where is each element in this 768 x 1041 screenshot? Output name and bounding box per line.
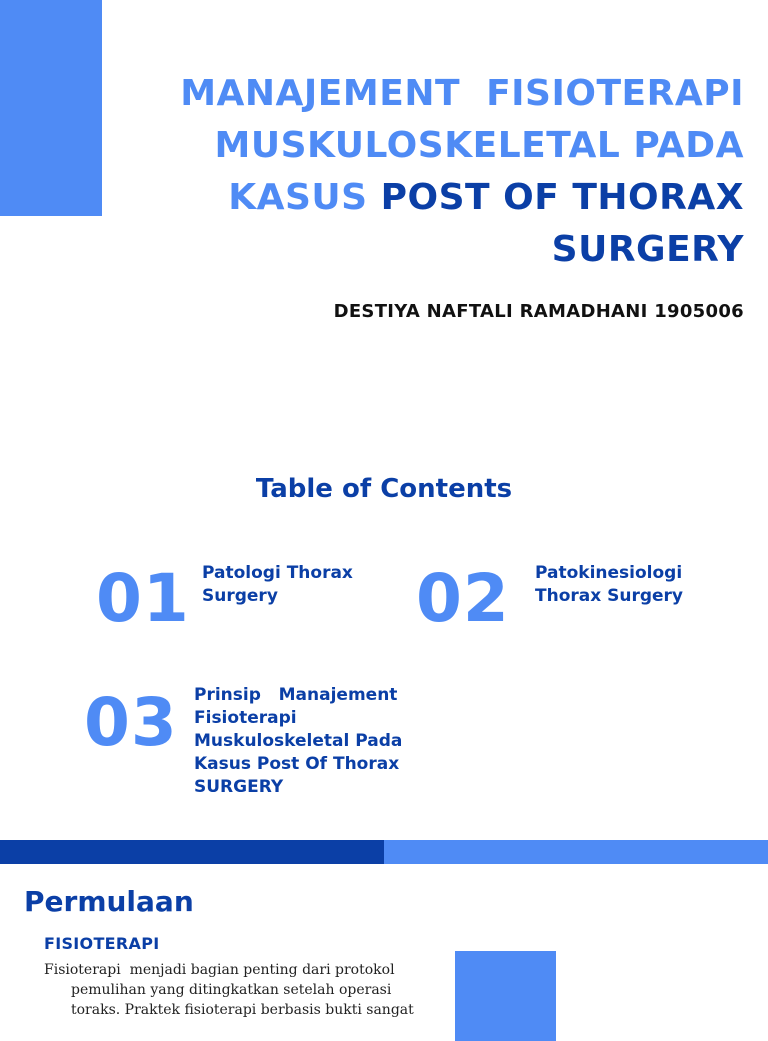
title-dark-text: POST OF THORAX xyxy=(380,177,744,218)
paragraph-line: toraks. Praktek fisioterapi berbasis bukti sangat xyxy=(71,1002,414,1018)
toc-label-line: Thorax Surgery xyxy=(535,586,684,606)
toc-item-03-label xyxy=(194,684,420,799)
toc-number-01: 01 xyxy=(96,560,190,637)
title-line-1: MANAJEMENT FISIOTERAPI xyxy=(180,73,744,114)
toc-item-01-label xyxy=(202,562,392,608)
toc-label-line: Surgery xyxy=(202,586,278,606)
section-subtitle: FISIOTERAPI xyxy=(44,934,160,953)
toc-label-line: Patokinesiologi xyxy=(535,563,683,583)
toc-label-line: Fisioterapi xyxy=(194,708,297,728)
toc-label-line: Muskuloskeletal Pada xyxy=(194,731,403,751)
corner-decoration-block xyxy=(0,0,102,216)
document-title xyxy=(104,68,744,276)
divider-band-dark xyxy=(0,840,384,864)
section-title: Permulaan xyxy=(24,885,194,918)
toc-number-03: 03 xyxy=(84,684,178,761)
toc-label-line: Patologi Thorax xyxy=(202,563,353,583)
paragraph-line: pemulihan yang ditingkatkan setelah operasi xyxy=(71,982,392,998)
toc-label-line: Prinsip Manajement xyxy=(194,685,398,705)
section-paragraph xyxy=(44,960,414,1020)
title-line-4: SURGERY xyxy=(551,229,744,270)
toc-label-line: Kasus Post Of Thorax xyxy=(194,754,400,774)
decorative-square xyxy=(455,951,556,1041)
paragraph-line: Fisioterapi menjadi bagian penting dari protokol xyxy=(44,962,395,978)
title-line-3 xyxy=(104,172,744,224)
toc-item-02-label xyxy=(535,562,735,608)
author-name: DESTIYA NAFTALI RAMADHANI 1905006 xyxy=(333,301,744,322)
divider-band-light xyxy=(384,840,768,864)
title-accent-word: KASUS xyxy=(228,177,368,218)
toc-number-02: 02 xyxy=(416,560,510,637)
toc-label-line: SURGERY xyxy=(194,777,284,797)
title-line-2: MUSKULOSKELETAL PADA xyxy=(214,125,744,166)
toc-heading: Table of Contents xyxy=(255,474,513,504)
